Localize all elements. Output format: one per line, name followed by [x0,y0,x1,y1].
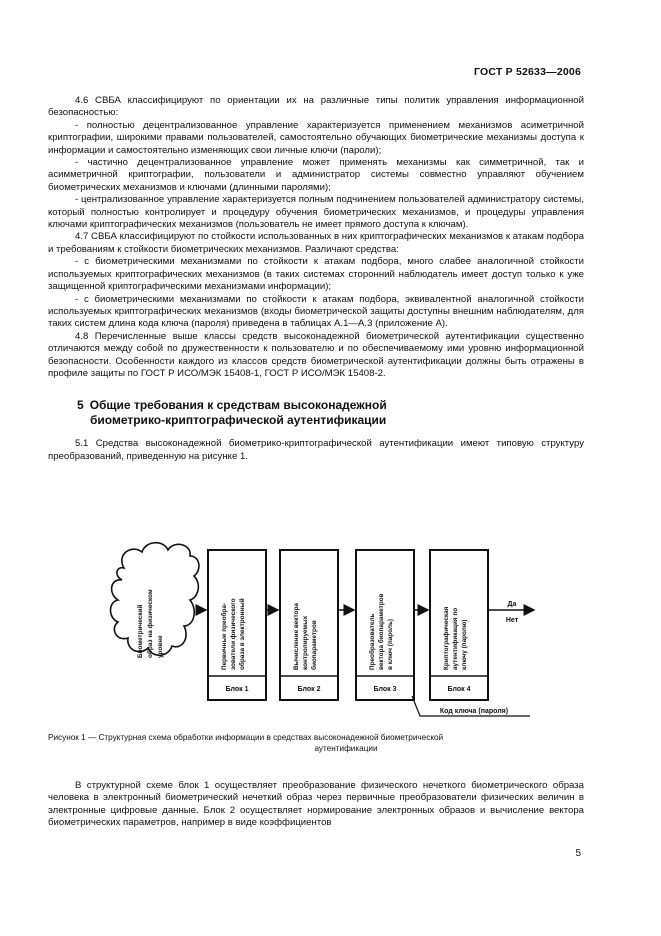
block-4 [430,550,488,700]
block-3-text-1: Преобразователь [369,613,376,670]
document-body [48,95,584,463]
block-1-text-1: Первичные преобра- [221,602,228,670]
block-3 [356,550,414,700]
paragraph-bullet: - частично децентрализованное управление может применять механизмы как симметричной, так и асимметричной криптографии, пользователи и администратор системы совместно управляют обучением биометрических механизмов и ключами (длинными паролями); [48,157,584,193]
block-1-label: Блок 1 [225,686,249,693]
cloud-shape [111,543,199,656]
paragraph-bullet: - с биометрическими механизмами по стойкости к атакам подбора, эквивалентной аналогичной стойкости используемых криптографических механизмов (входы биометрической защиты доступны внешним наблюдателям, для таких систем длина кода ключа (пароля) приведена в таблицах А.1—А.3 (приложение А). [48,293,584,330]
block-1 [208,550,266,700]
caption-line1: Рисунок 1 — Структурная схема обработки информации в средствах высоконадежной биометрической [48,733,444,742]
page-number: 5 [575,848,581,859]
block-4-text-1: Криптографическая [443,606,450,670]
block-2-text-1: Вычисление вектора [293,603,300,670]
section-heading [77,398,584,428]
section-title-line2: биометрико-криптографической аутентификации [90,413,387,428]
block-4-text-3: ключу (паролю) [461,619,468,670]
paragraph-bullet: - полностью децентрализованное управление характеризуется применением механизмов асиметричной криптографии, широкими правами пользователей, самостоятельно обучающих биометрические механизмы доступа к информации и самостоятельно изменяющих свои личные ключи (пароли); [48,119,584,156]
block-2 [280,550,338,700]
block-3-text-2: вектора биопараметров [378,593,385,670]
cloud-text-3: уровне [157,635,164,658]
cloud-text-2: образ на физическом [147,589,154,658]
block-4-text-2: аутентификация по [452,607,459,670]
block-1-text-2: зователи физического [230,598,237,670]
output-no: Нет [505,617,519,624]
paragraph-4-6: 4.6 СВБА классифицируют по ориентации их на различные типы политик управления информационной безопасностью: [48,95,584,119]
block-2-label: Блок 2 [297,686,321,693]
figure-caption [48,732,584,754]
paragraph-4-7: 4.7 СВБА классифицируют по стойкости использованных в них криптографических механизмов к атакам подбора и требованиям к стойкости биометрических механизмов. Различают средства: [48,231,584,255]
block-2-text-2: контролируемых [302,615,309,670]
block-4-label: Блок 4 [447,686,471,693]
block-3-label: Блок 3 [373,686,397,693]
paragraph-bullet: - централизованное управление характеризуется полным подчинением пользователей администратору системы, который полностью контролирует и процедуру обучения биометрических механизмов, и процедуры управления ключами криптографических механизмов (пользователь не имеет прямого доступа к ключам). [48,194,584,231]
block-2-text-3: биопараметров [311,620,318,670]
section-number: 5 [77,398,84,413]
paragraph-5-1: 5.1 Средства высоконадежной биометрико-криптографической аутентификации имеют типовую структуру преобразований, приведенную на рисунке 1. [48,438,584,462]
output-yes: Да [507,601,517,608]
block-1-text-3: образа в электронный [239,598,246,670]
key-code-label: Код ключа (пароля) [439,708,509,715]
cloud-text-1: Биометрический [137,604,144,658]
paragraph-structure-description: В структурной схеме блок 1 осуществляет преобразование физического нечеткого биометрического образа человека в электронный биометрический нечеткий образ через первичные преобразователи физических величин в электронные цифровые данные. Блок 2 осуществляет нормирование электронных образов и вычисление вектора биометрических параметров, например в виде коэффициентов [48,780,584,829]
document-header: ГОСТ Р 52633—2006 [473,66,581,78]
caption-line2: аутентификации [314,744,378,753]
structure-diagram [102,538,542,723]
block-3-text-3: в ключ (пароль) [387,618,394,670]
paragraph-4-8: 4.8 Перечисленные выше классы средств высоконадежной биометрической аутентификации существенно отличаются между собой по дружественности к пользователю и по обеспечиваемому ими уровню информационной безопасности. Особенности каждого из классов средств биометрической аутентификации должны быть отражены в профиле защиты по ГОСТ Р ИСО/МЭК 15408-1, ГОСТ Р ИСО/МЭК 15408-2. [48,330,584,379]
paragraph-bullet: - с биометрическими механизмами по стойкости к атакам подбора, много слабее аналогичной стойкости используемых криптографических механизмов (в таких системах сторонний наблюдатель имеет доступ только к уже защищенной криптографическими механизмами информации); [48,256,584,293]
section-title-line1: Общие требования к средствам высоконадежной [89,398,387,413]
tail-text [48,780,584,830]
